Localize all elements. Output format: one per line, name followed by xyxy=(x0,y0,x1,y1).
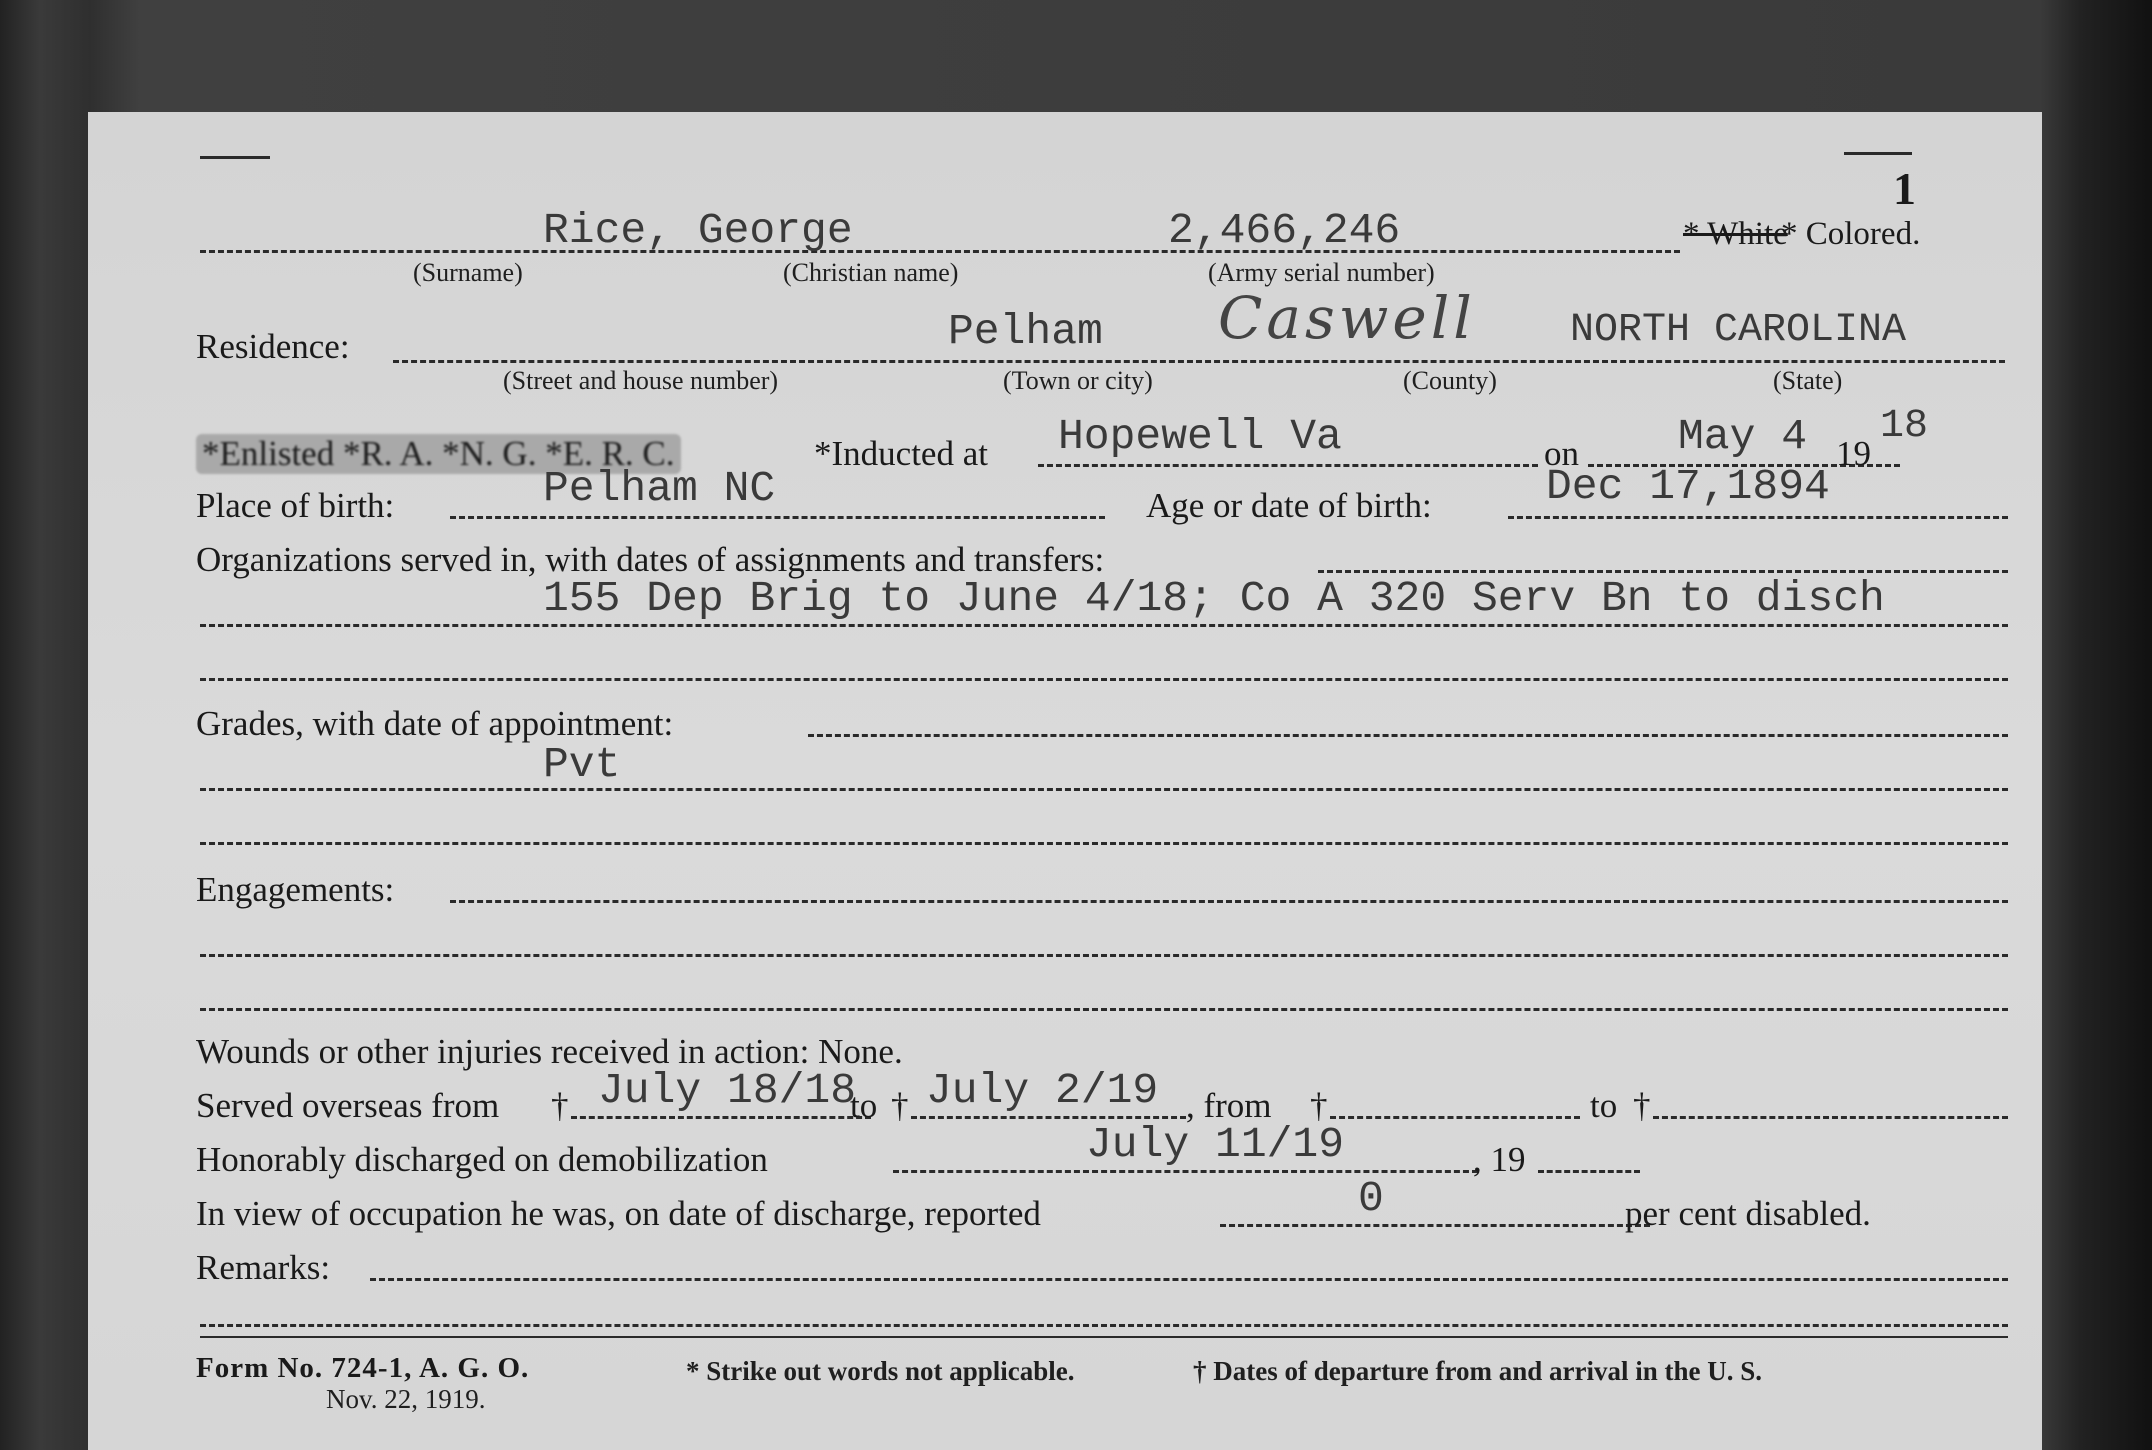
county-caption: (County) xyxy=(1403,366,1497,395)
remarks-label: Remarks: xyxy=(196,1248,331,1287)
corner-rule-left xyxy=(200,156,270,159)
surname-caption: (Surname) xyxy=(413,258,523,287)
discharge-date-line xyxy=(893,1170,1478,1173)
discharged-label: Honorably discharged on demobilization xyxy=(196,1140,768,1179)
overseas-to-label: to xyxy=(850,1086,878,1125)
overseas-to-value: July 2/19 xyxy=(926,1066,1159,1115)
remarks-line-1 xyxy=(370,1278,2008,1281)
inducted-date-value: May 4 xyxy=(1678,412,1808,461)
birthplace-line xyxy=(450,516,1105,519)
street-caption: (Street and house number) xyxy=(503,366,779,395)
form-date: Nov. 22, 1919. xyxy=(326,1384,486,1414)
race-colored: * Colored. xyxy=(1781,216,1921,252)
state-caption: (State) xyxy=(1773,366,1843,395)
name-line xyxy=(200,250,1680,253)
corner-rule-right xyxy=(1844,152,1912,155)
enlisted-options-struck: *Enlisted *R. A. *N. G. *E. R. C. xyxy=(196,434,681,474)
county-value-handwritten: Caswell xyxy=(1218,284,1476,352)
organizations-line-3 xyxy=(200,678,2008,681)
occupation-label: In view of occupation he was, on date of discharge, reported xyxy=(196,1194,1041,1233)
christian-name-caption: (Christian name) xyxy=(783,258,959,287)
engagements-label: Engagements: xyxy=(196,870,395,909)
grades-line-1 xyxy=(808,734,2008,737)
second-to-line xyxy=(1653,1116,2008,1119)
year-suffix: 18 xyxy=(1880,404,1929,449)
race-white-struck: * White xyxy=(1683,216,1788,252)
form-number: Form No. 724-1, A. G. O. xyxy=(196,1352,530,1384)
disabled-percent-line xyxy=(1220,1224,1650,1227)
overseas-from-value: July 18/18 xyxy=(598,1066,857,1115)
dagger-note: † Dates of departure from and arrival in the U. S. xyxy=(1193,1356,1762,1386)
record-card xyxy=(88,112,2042,1450)
engagements-line-1 xyxy=(450,900,2008,903)
state-value: NORTH CAROLINA xyxy=(1570,308,1907,353)
residence-line xyxy=(393,360,2005,363)
discharge-year-line xyxy=(1538,1170,1640,1173)
strike-note: * Strike out words not applicable. xyxy=(686,1356,1075,1386)
organizations-line-2 xyxy=(200,624,2008,627)
wounds-label: Wounds or other injuries received in action: None. xyxy=(196,1032,903,1071)
inducted-at-line xyxy=(1038,464,1538,467)
year-prefix: 19 xyxy=(1836,434,1871,473)
card-number: 1 xyxy=(1893,163,1916,214)
serial-value: 2,466,246 xyxy=(1168,206,1401,255)
disabled-percent-value: 0 xyxy=(1358,1174,1384,1223)
dagger-mark-4: † xyxy=(1633,1086,1651,1125)
from-label: , from xyxy=(1186,1086,1272,1125)
organizations-value: 155 Dep Brig to June 4/18; Co A 320 Serv Bn to disch xyxy=(543,574,1885,623)
town-value: Pelham xyxy=(948,307,1103,356)
dob-line xyxy=(1508,516,2008,519)
overseas-from-line xyxy=(571,1116,871,1119)
dob-value: Dec 17,1894 xyxy=(1546,462,1830,511)
inducted-at-value: Hopewell Va xyxy=(1058,412,1342,461)
remarks-line-2 xyxy=(200,1324,2008,1327)
birthplace-value: Pelham NC xyxy=(543,464,776,513)
discharge-year-label: , 19 xyxy=(1473,1140,1526,1179)
second-to-label: to xyxy=(1590,1086,1618,1125)
engagements-line-2 xyxy=(200,954,2008,957)
grade-value: Pvt xyxy=(543,740,621,789)
inducted-label: *Inducted at xyxy=(814,434,988,473)
organizations-line-1 xyxy=(1318,570,2008,573)
dagger-mark-3: † xyxy=(1310,1086,1328,1125)
organizations-label: Organizations served in, with dates of assignments and transfers: xyxy=(196,540,1105,579)
overseas-label: Served overseas from xyxy=(196,1086,500,1125)
age-label: Age or date of birth: xyxy=(1146,486,1432,525)
grades-line-3 xyxy=(200,842,2008,845)
on-label: on xyxy=(1544,434,1579,473)
town-caption: (Town or city) xyxy=(1003,366,1153,395)
engagements-line-3 xyxy=(200,1008,2008,1011)
grades-line-2 xyxy=(200,788,2008,791)
disabled-label: per cent disabled. xyxy=(1625,1194,1871,1233)
residence-label: Residence: xyxy=(196,327,350,366)
overseas-to-line xyxy=(911,1116,1186,1119)
surname-value: Rice, George xyxy=(543,206,853,255)
discharge-date-value: July 11/19 xyxy=(1086,1120,1345,1169)
dagger-mark-1: † xyxy=(551,1086,569,1125)
dagger-mark-2: † xyxy=(891,1086,909,1125)
grades-label: Grades, with date of appointment: xyxy=(196,704,674,743)
second-from-line xyxy=(1330,1116,1580,1119)
birthplace-label: Place of birth: xyxy=(196,486,395,525)
serial-caption: (Army serial number) xyxy=(1208,258,1435,287)
footer-rule xyxy=(200,1336,2008,1338)
